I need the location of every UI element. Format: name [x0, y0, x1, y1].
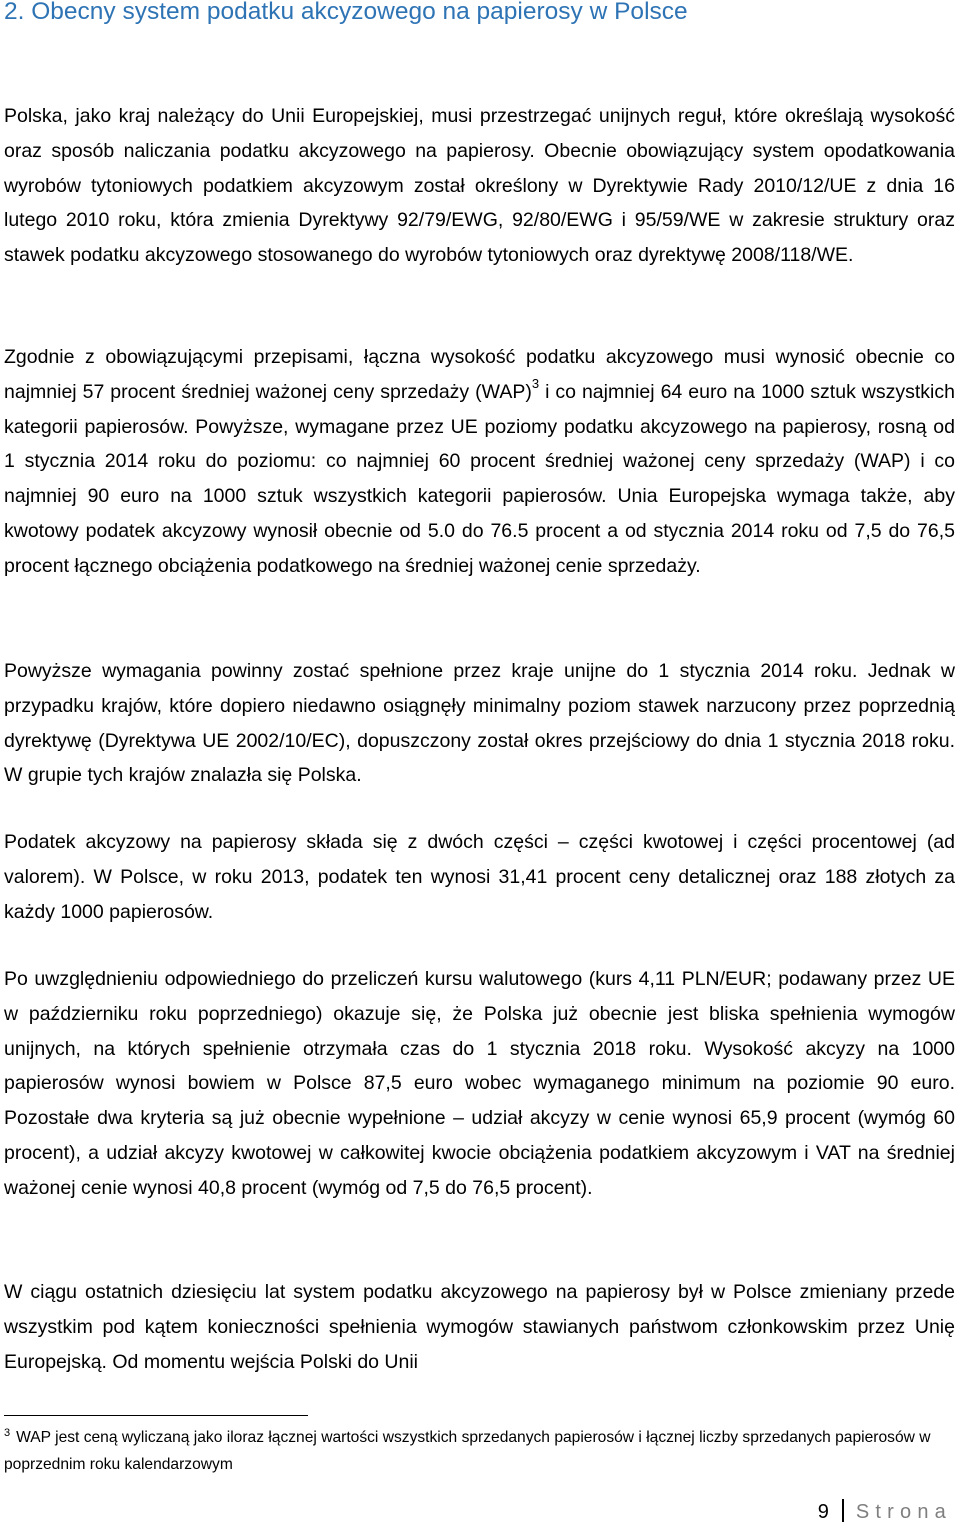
footnote-reference[interactable]: 3: [531, 376, 540, 392]
footnote: [4, 1424, 944, 1478]
paragraph-poland-status: Po uwzględnieniu odpowiedniego do przeliczeń kursu walutowego (kurs 4,11 PLN/EUR; podawany przez UE w październiku roku poprzedniego) okazuje się, że Polska już obecnie jest bliska spełnienia wymogów unijnych, na których spełnienie otrzymała czas do 1 stycznia 2018 roku. Wysokość akcyzy na 1000 papierosów wynosi bowiem w Polsce 87,5 euro wobec wymaganego minimum na poziomie 90 euro. Pozostałe dwa kryteria są już obecnie wypełnione – udział akcyzy w cenie wynosi 65,9 procent (wymóg 60 procent), a udział akcyzy kwotowej w całkowitej kwocie obciążenia podatkiem akcyzowym i VAT na średniej ważonej cenie wynosi 40,8 procent (wymóg od 7,5 do 76,5 procent).: [4, 968, 955, 1199]
paragraph-minimum-levels: [4, 340, 955, 584]
page-number: 9: [817, 1501, 829, 1523]
section-heading: 2. Obecny system podatku akcyzowego na papierosy w Polsce: [4, 0, 688, 25]
paragraph-transition-period: Powyższe wymagania powinny zostać spełnione przez kraje unijne do 1 stycznia 2014 roku. Jednak w przypadku krajów, które dopiero niedawno osiągnęły minimalny poziom stawek narzucony przez poprzednią dyrektywę (Dyrektywa UE 2002/10/EC), dopuszczony został okres przejściowy do dnia 1 stycznia 2018 roku. W grupie tych krajów znalazła się Polska.: [4, 660, 955, 787]
paragraph-history: W ciągu ostatnich dziesięciu lat system podatku akcyzowego na papierosy był w Polsce zmieniany przede wszystkim pod kątem konieczności spełnienia wymogów stawianych państwom członkowskim przez Unię Europejską. Od momentu wejścia Polski do Unii: [4, 1281, 955, 1373]
page-footer: [818, 1497, 952, 1527]
footnote-number: 3: [4, 1426, 11, 1439]
footer-separator: [842, 1499, 844, 1522]
footnote-text: WAP jest ceną wyliczaną jako iloraz łącznej wartości wszystkich sprzedanych papierosów i łącznej liczby sprzedanych papierosów w poprzednim roku kalendarzowym: [4, 1429, 931, 1473]
page-label: Strona: [855, 1501, 952, 1523]
paragraph-text: Zgodnie z obowiązującymi przepisami, łączna wysokość podatku akcyzowego musi wynosić obecnie co najmniej 57 procent średniej ważonej ceny sprzedaży (WAP): [4, 346, 955, 403]
paragraph-text: i co najmniej 64 euro na 1000 sztuk wszystkich kategorii papierosów. Powyższe, wymagane przez UE poziomy podatku akcyzowego na papierosy, rosną od 1 stycznia 2014 roku do poziomu: co najmniej 60 procent średniej ważonej ceny sprzedaży (WAP) i co najmniej 90 euro na 1000 sztuk wszystkich kategorii papierosów. Unia Europejska wymaga także, aby kwotowy podatek akcyzowy wynosił obecnie od 5.0 do 76.5 procent a od stycznia 2014 roku od 7,5 do 76,5 procent łącznego obciążenia podatkowego na średniej ważonej cenie sprzedaży.: [4, 380, 955, 577]
footnote-divider: [4, 1415, 308, 1416]
paragraph-tax-structure: Podatek akcyzowy na papierosy składa się z dwóch części – części kwotowej i części procentowej (ad valorem). W Polsce, w roku 2013, podatek ten wynosi 31,41 procent ceny detalicznej oraz 188 złotych za każdy 1000 papierosów.: [4, 831, 955, 923]
paragraph-eu-rules: Polska, jako kraj należący do Unii Europejskiej, musi przestrzegać unijnych reguł, które określają wysokość oraz sposób naliczania podatku akcyzowego na papierosy. Obecnie obowiązujący system opodatkowania wyrobów tytoniowych podatkiem akcyzowym został określony w Dyrektywie Rady 2010/12/UE z dnia 16 lutego 2010 roku, która zmienia Dyrektywy 92/79/EWG, 92/80/EWG i 95/59/WE w zakresie struktury oraz stawek podatku akcyzowego stosowanego do wyrobów tytoniowych oraz dyrektywę 2008/118/WE.: [4, 105, 955, 267]
